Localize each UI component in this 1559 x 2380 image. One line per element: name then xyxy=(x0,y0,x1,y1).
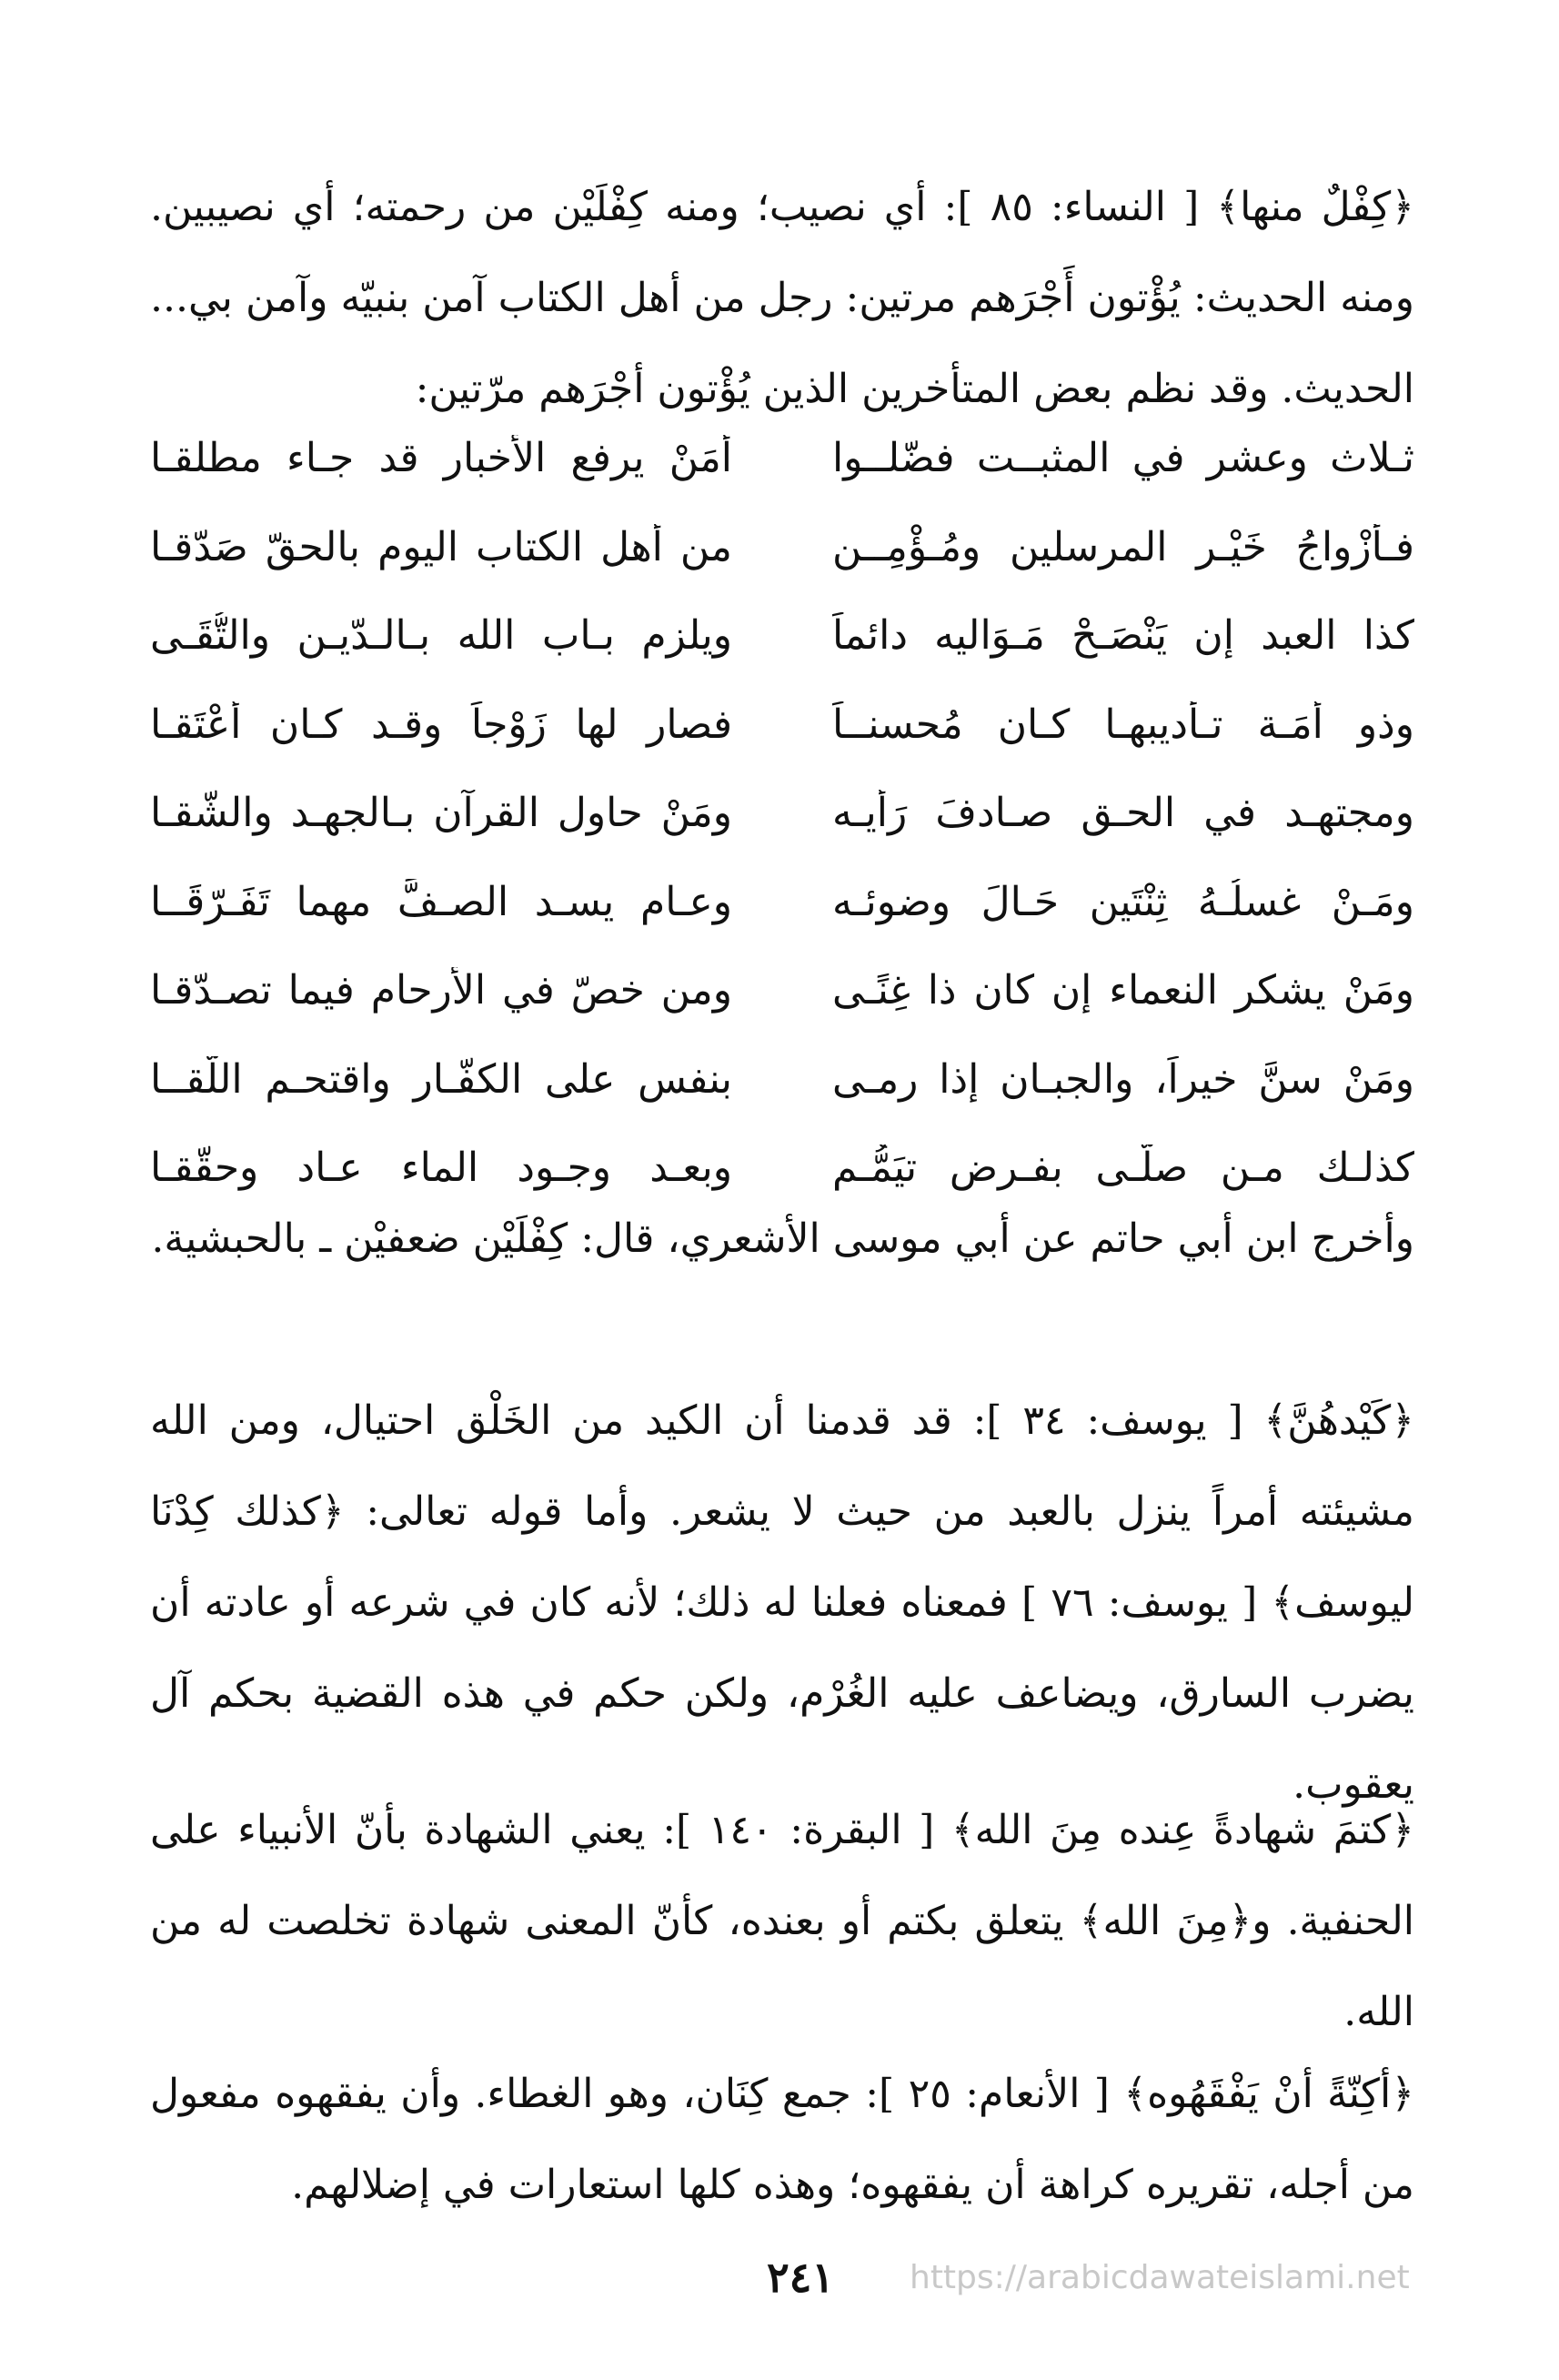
poem-second-hemistich: ومن خصّ في الأرحام فيما تصـدّقـا xyxy=(150,967,732,1014)
poem-second-hemistich: فصار لها زَوْجاً وقـد كـان أَعْتَقـا xyxy=(150,701,732,748)
poem-first-hemistich: كذا العبد إن يَنْصَـحْ مَـوَاليه دائماً xyxy=(832,612,1414,660)
poem-first-hemistich: ومَـنْ غسلُـهُ ثِنْتَين حَـالَ وضوئـه xyxy=(832,878,1414,925)
poem-verse xyxy=(150,681,1414,770)
paragraph-akinna: ﴿أكِنّةً أنْ يَفْقَهُوه﴾ [ الأنعام: ٢٥ ]: جمع كِنَان، وهو الغطاء. وأن يفقهوه مفعول من أجله، تقريره كراهة أن يفقهوه؛ وهذه كلها استعارات في إضلالهم. xyxy=(150,2071,1414,2208)
poem-first-hemistich: كذلـك مـن صلّـى بفـرض تيَمُّـم xyxy=(832,1145,1414,1192)
poem-verse xyxy=(150,946,1414,1035)
poem-verse xyxy=(150,1035,1414,1124)
paragraph-katama-shahada: ﴿كتمَ شهادةً عِنده مِنَ الله﴾ [ البقرة: ١٤٠ ]: يعني الشهادة بأنّ الأنبياء على الحنفية. و﴿مِنَ الله﴾ يتعلق بكتم أو بعنده، كأنّ المعنى شهادة تخلصت له من الله. xyxy=(150,1807,1414,2035)
poem-verse xyxy=(150,414,1414,503)
poem-first-hemistich: وذو أمَـة تـأديبهـا كـان مُحسنــاً xyxy=(832,701,1414,748)
paragraph-kaydahunna: ﴿كَيْدهُنَّ﴾ [ يوسف: ٣٤ ]: قد قدمنا أن الكيد من الخَلْق احتيال، ومن الله مشيئته أمراً ينزل بالعبد من حيث لا يشعر. وأما قوله تعالى: ﴿كذلك كِدْنَا ليوسف﴾ [ يوسف: ٧٦ ] فمعناه فعلنا له ذلك؛ لأنه كان في شرعه أو عادته أن يضرب السارق، ويضاعف عليه الغُرْم، ولكن حكم في هذه القضية بحكم آل يعقوب. xyxy=(150,1397,1415,1808)
watermark-url: https://arabicdawateislami.net xyxy=(910,2259,1410,2296)
poem-second-hemistich: ومَنْ حاول القرآن بـالجهـد والشّقـا xyxy=(150,790,732,837)
paragraph-ibn-abi-hatim: وأخرج ابن أبي حاتم عن أبي موسى الأشعري، قال: كِفْلَيْن ضعفيْن ـ بالحبشية. xyxy=(151,1215,1414,1262)
poem-verse xyxy=(150,591,1414,681)
poem-first-hemistich: ثـلاث وعشر في المثبــت فضّلــوا xyxy=(832,435,1414,482)
page-number: ٢٤١ xyxy=(766,2253,835,2302)
paragraph-kifl: ﴿كِفْلٌ منها﴾ [ النساء: ٨٥ ]: أي نصيب؛ ومنه كِفْلَيْن من رحمته؛ أي نصيبين. ومنه الحديث: يُؤْتون أَجْرَهم مرتين: رجل من أهل الكتاب آمن بنبيّه وآمن بي... الحديث. وقد نظم بعض المتأخرين الذين يُؤْتون أجْرَهم مرّتين: xyxy=(150,184,1414,412)
poem-first-hemistich: ومَنْ يشكر النعماء إن كان ذا غِنًـى xyxy=(832,967,1414,1014)
poem-verse xyxy=(150,769,1414,858)
poem-second-hemistich: ويلزم بـاب الله بـالـدّيـن والتُّقَـى xyxy=(150,612,732,660)
poem-first-hemistich: ومجتهـد في الحـق صـادفَ رَأْيـه xyxy=(832,790,1414,837)
poem-first-hemistich: فـأَزْواجُ خَيْـرِ المرسلين ومُـؤْمِــن xyxy=(832,523,1414,570)
poem-second-hemistich: وبعـد وجـود الماء عـاد وحقّقـا xyxy=(150,1145,732,1192)
poem-second-hemistich: بنفس على الكفّـار واقتحـم اللّقــا xyxy=(150,1055,732,1103)
poem-first-hemistich: ومَنْ سنَّ خيراً، والجبـان إذا رمـى xyxy=(832,1055,1414,1103)
poem-second-hemistich: وعـامٍ يسـد الصـفَّ مهما تَفَـرّقَــا xyxy=(150,878,732,925)
poem-second-hemistich: من أهل الكتاب اليوم بالحقّ صَدّقـا xyxy=(150,523,732,570)
poem-verse xyxy=(150,503,1414,592)
poem-verse xyxy=(150,858,1414,947)
poem-second-hemistich: أمَنْ يرفع الأخبار قد جـاء مطلقـا xyxy=(150,435,732,482)
poem xyxy=(150,414,1414,1213)
